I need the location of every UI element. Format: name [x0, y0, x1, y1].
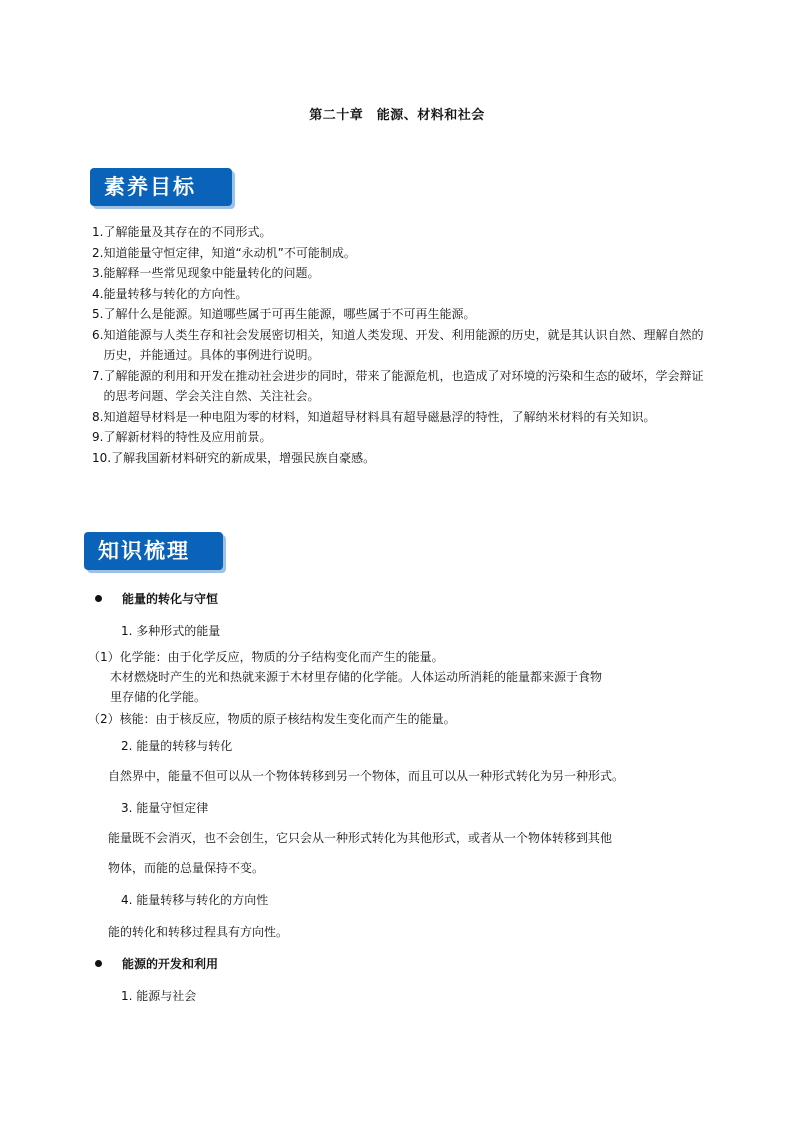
subheading: 4. 能量转移与转化的方向性 — [121, 893, 269, 907]
goal-number: 3. — [92, 266, 104, 280]
subheading: 2. 能量的转移与转化 — [121, 739, 233, 753]
goal-text: 知道超导材料是一种电阻为零的材料，知道超导材料具有超导磁悬浮的特性，了解纳米材料的有关知识。 — [103, 409, 656, 424]
list-item — [92, 304, 712, 325]
list-item — [92, 427, 712, 448]
paragraph-line: 物体，而能的总量保持不变。 — [108, 861, 265, 875]
section-banner-goals: 素养目标 — [90, 168, 232, 206]
paragraph-line: 自然界中，能量不但可以从一个物体转移到另一个物体，而且可以从一种形式转化为另一种形式。 — [108, 769, 625, 783]
subheading: 1. 多种形式的能量 — [121, 624, 221, 638]
list-item — [92, 222, 712, 243]
goal-number: 7. — [92, 368, 104, 383]
list-item — [92, 263, 712, 284]
bullet-icon — [95, 595, 102, 602]
paragraph-line: （2）核能：由于核反应，物质的原子核结构发生变化而产生的能量。 — [88, 712, 456, 726]
goal-text: 能量转移与转化的方向性。 — [103, 286, 248, 301]
goal-text: 知道能源与人类生存和社会发展密切相关，知道人类发现、开发、利用能源的历史，就是其认识自然、理解自然的历史，并能通过。具体的事例进行说明。 — [103, 327, 704, 362]
paragraph-line: 里存储的化学能。 — [110, 690, 207, 704]
section-banner-knowledge: 知识梳理 — [84, 532, 223, 570]
goal-text: 了解什么是能源。知道哪些属于可再生能源，哪些属于不可再生能源。 — [103, 307, 476, 321]
goal-number: 6. — [92, 327, 104, 342]
goal-number: 5. — [92, 307, 104, 321]
goal-text: 了解新材料的特性及应用前景。 — [103, 430, 272, 444]
paragraph-line: 能量既不会消灭，也不会创生，它只会从一种形式转化为其他形式，或者从一个物体转移到其他 — [108, 831, 613, 845]
subheading: 1. 能源与社会 — [121, 989, 197, 1003]
goal-text: 知道能量守恒定律，知道“永动机”不可能制成。 — [103, 245, 356, 260]
list-item — [92, 366, 712, 407]
bullet-icon — [95, 960, 102, 967]
paragraph-line: 木材燃烧时产生的光和热就来源于木材里存储的化学能。人体运动所消耗的能量都来源于食物 — [110, 670, 603, 684]
bullet-heading: 能源的开发和利用 — [122, 957, 219, 971]
goal-number: 1. — [92, 225, 104, 239]
paragraph-line: 能的转化和转移过程具有方向性。 — [108, 925, 289, 939]
goal-number: 9. — [92, 430, 104, 444]
paragraph-line: （1）化学能：由于化学反应，物质的分子结构变化而产生的能量。 — [88, 650, 444, 664]
list-item — [92, 325, 712, 366]
list-item — [92, 243, 712, 264]
list-item — [92, 448, 712, 469]
goal-text: 了解能量及其存在的不同形式。 — [103, 225, 272, 239]
chapter-title: 第二十章 能源、材料和社会 — [309, 108, 485, 123]
subheading: 3. 能量守恒定律 — [121, 801, 209, 815]
goals-list — [92, 222, 712, 468]
goal-text: 了解能源的利用和开发在推动社会进步的同时，带来了能源危机，也造成了对环境的污染和生态的破坏，学会辩证的思考问题、学会关注自然、关注社会。 — [103, 368, 704, 403]
list-item — [92, 284, 712, 305]
goal-number: 10. — [92, 450, 112, 465]
goal-text: 了解我国新材料研究的新成果，增强民族自豪感。 — [111, 450, 376, 465]
goal-number: 4. — [92, 286, 104, 301]
list-item — [92, 407, 712, 428]
goal-number: 8. — [92, 409, 104, 424]
bullet-heading: 能量的转化与守恒 — [122, 592, 219, 606]
goal-text: 能解释一些常见现象中能量转化的问题。 — [103, 266, 320, 280]
goal-number: 2. — [92, 245, 104, 260]
